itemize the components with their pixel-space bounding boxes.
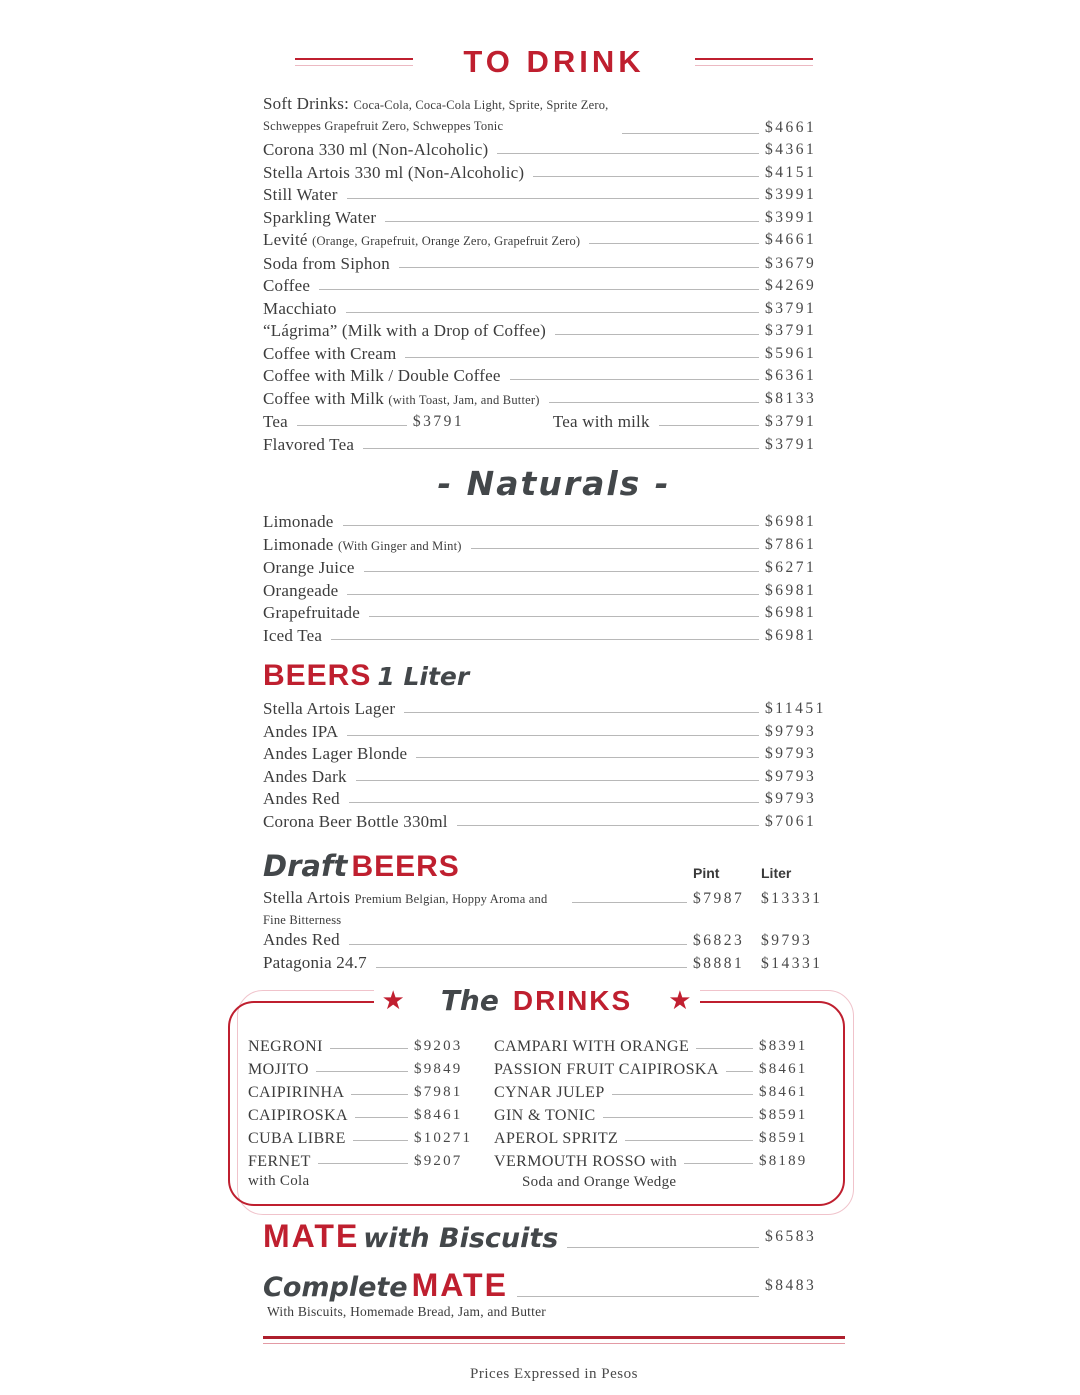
- item-price: $8461: [414, 1107, 463, 1123]
- item-sub: (With Ginger and Mint): [337, 538, 462, 553]
- leader-line: [319, 275, 759, 290]
- section-to-drink: [263, 92, 845, 456]
- item-label: Flavored Tea: [263, 434, 355, 454]
- item-price: $3791: [765, 435, 817, 453]
- star-icon-left: ★: [381, 985, 405, 1015]
- item-price: $3991: [765, 208, 817, 226]
- item-label: FERNET: [248, 1153, 311, 1170]
- leader-line: [533, 162, 759, 177]
- item-price: $5961: [765, 344, 817, 362]
- item-label: Coffee: [263, 276, 311, 295]
- mate-with-biscuits-row: [263, 1218, 845, 1255]
- naturals-heading: - Naturals -: [437, 464, 671, 503]
- beers-heading-hand: 1 Liter: [377, 662, 470, 691]
- liter-price: $14331: [761, 954, 823, 972]
- item-sub: with: [650, 1154, 677, 1170]
- leader-line: [684, 1150, 753, 1164]
- leader-line: [347, 721, 759, 736]
- item-price: $4269: [765, 277, 817, 294]
- item-price: $4661: [765, 231, 817, 248]
- item-price: $6981: [765, 513, 817, 530]
- beers-heading-red: BEERS: [263, 659, 372, 692]
- item-label: Coffee with Milk (with Toast, Jam, and Butter): [263, 388, 540, 408]
- complete-mate-description: With Biscuits, Homemade Bread, Jam, and Butter: [267, 1304, 546, 1319]
- item-price: $6981: [765, 626, 817, 644]
- item-label: Corona 330 ml (Non-Alcoholic): [263, 140, 489, 159]
- draft-item-row: [263, 953, 845, 976]
- menu-item-row: [263, 207, 845, 230]
- leader-line: [659, 411, 759, 426]
- drinks-heading-red: DRINKS: [512, 984, 633, 1016]
- menu-item-row: [263, 557, 845, 580]
- item-label: Grapefruitade: [263, 603, 360, 622]
- menu-item-row: [263, 229, 845, 253]
- leader-line: [330, 1035, 408, 1049]
- item-label: CUBA LIBRE: [248, 1130, 346, 1147]
- drink-item-row: [248, 1081, 484, 1104]
- drinks-box-title: [374, 984, 700, 1017]
- item-label: Sparkling Water: [263, 207, 377, 227]
- leader-line: [399, 253, 759, 268]
- item-label: CAIPIRINHA: [248, 1084, 345, 1101]
- drinks-box-border: [228, 984, 845, 1206]
- leader-line: [363, 434, 759, 449]
- item-sub: Coca-Cola, Coca-Cola Light, Sprite, Sprite Zero, Schweppes Grapefruit Zero, Schweppes Tonic: [263, 98, 609, 133]
- leader-line: [376, 953, 687, 968]
- leader-line: [347, 184, 759, 199]
- drink-item-row: [494, 1150, 829, 1190]
- item-label: Soft Drinks: Coca-Cola, Coca-Cola Light, Sprite, Sprite Zero, Schweppes Grapefruit Zero, Schweppes Tonic: [263, 94, 609, 133]
- bottom-rule: [263, 1336, 845, 1344]
- item-price: $9793: [765, 767, 817, 785]
- menu-item-row: [263, 580, 845, 603]
- menu-item-row: [263, 388, 845, 412]
- item-price: $8591: [759, 1107, 808, 1123]
- item-price: $4661: [765, 118, 817, 136]
- item-price: $4151: [765, 163, 817, 181]
- pint-price: $6823: [693, 932, 745, 949]
- item-price: $3791: [765, 299, 817, 317]
- item-price: $3791: [412, 413, 465, 430]
- leader-line: [318, 1150, 408, 1164]
- menu-item-row: [263, 534, 845, 558]
- pint-price: $8881: [693, 954, 745, 972]
- item-price: $8133: [765, 389, 817, 407]
- item-label: Limonade: [263, 512, 334, 531]
- leader-line: [416, 743, 759, 758]
- leader-line: [572, 888, 687, 903]
- item-label: CAMPARI WITH ORANGE: [494, 1038, 690, 1055]
- mate-label-hand: Complete: [263, 1272, 408, 1303]
- leader-line: [404, 698, 759, 713]
- leader-line: [331, 625, 759, 640]
- decorative-lines-left: [295, 58, 413, 66]
- item-label: APEROL SPRITZ: [494, 1130, 619, 1147]
- item-label-line2: with Cola: [248, 1173, 310, 1189]
- drinks-box: [228, 984, 845, 1206]
- item-price: $7061: [765, 812, 817, 830]
- item-price: $9793: [765, 745, 817, 762]
- item-price: $9849: [414, 1061, 463, 1077]
- item-label: Tea: [263, 412, 288, 431]
- item-label: Still Water: [263, 185, 338, 204]
- item-sub: (Orange, Grapefruit, Orange Zero, Grapefruit Zero): [312, 234, 581, 248]
- item-price: $8189: [759, 1153, 808, 1169]
- item-label: Coffee with Milk / Double Coffee: [263, 366, 501, 385]
- leader-line: [555, 320, 759, 335]
- item-price: $10271: [414, 1130, 473, 1146]
- column-header-pint: Pint: [693, 865, 720, 881]
- menu-item-row: [263, 511, 845, 534]
- drink-item-row: [494, 1104, 829, 1127]
- menu-item-row: [263, 766, 845, 789]
- item-price: $8461: [759, 1061, 808, 1077]
- drink-item-row: [494, 1127, 829, 1150]
- item-label: Stella Artois Premium Belgian, Hoppy Aroma and Fine Bitterness: [263, 888, 548, 927]
- draft-item-row: [263, 930, 845, 953]
- item-label: Iced Tea: [263, 625, 323, 645]
- item-label: Patagonia 24.7: [263, 952, 367, 972]
- item-label: Orange Juice: [263, 558, 355, 577]
- leader-line: [510, 365, 759, 380]
- menu-item-row: [263, 298, 845, 321]
- item-label: MOJITO: [248, 1061, 309, 1078]
- item-price: $3791: [765, 322, 817, 339]
- item-price: $4361: [765, 141, 817, 158]
- item-price: $9203: [414, 1038, 463, 1054]
- leader-line: [567, 1226, 759, 1248]
- star-icon-right: ★: [668, 985, 692, 1015]
- leader-line: [471, 534, 759, 549]
- section-naturals: [263, 511, 845, 647]
- page-title: TO DRINK: [463, 44, 645, 79]
- mate-label-red: MATE: [411, 1267, 508, 1303]
- leader-line: [349, 930, 687, 945]
- item-label: Stella Artois Lager: [263, 699, 396, 718]
- item-label: Levité (Orange, Grapefruit, Orange Zero, Grapefruit Zero): [263, 230, 581, 249]
- menu-page: [248, 0, 845, 1383]
- leader-line: [497, 139, 759, 154]
- item-sub: (with Toast, Jam, and Butter): [388, 392, 540, 407]
- leader-line: [603, 1104, 753, 1118]
- item-price: $7981: [414, 1084, 463, 1100]
- menu-item-row: [263, 320, 845, 343]
- item-label: VERMOUTH ROSSO with: [494, 1153, 677, 1170]
- menu-item-row: [263, 811, 845, 834]
- item-price: $8391: [759, 1038, 808, 1054]
- drink-item-row: [494, 1035, 829, 1058]
- menu-item-row: [263, 92, 845, 139]
- menu-item-row: [263, 184, 845, 207]
- item-price: $6361: [765, 367, 817, 384]
- leader-line: [612, 1081, 753, 1095]
- leader-line: [622, 133, 759, 134]
- leader-line: [696, 1035, 753, 1049]
- item-label: Coffee with Cream: [263, 343, 397, 363]
- item-price: $9793: [765, 722, 817, 740]
- drink-item-row: [494, 1058, 829, 1081]
- drink-item-row: [248, 1035, 484, 1058]
- item-price: $3791: [765, 413, 817, 430]
- menu-item-row: [263, 365, 845, 388]
- menu-item-row: [263, 698, 845, 721]
- leader-line: [343, 511, 759, 526]
- leader-line: [364, 557, 759, 572]
- leader-line: [589, 229, 759, 244]
- item-price: $6271: [765, 559, 817, 576]
- drinks-heading-hand: The: [440, 984, 499, 1017]
- leader-line: [316, 1058, 408, 1072]
- item-label: Andes Lager Blonde: [263, 744, 408, 763]
- section-mate: [263, 1218, 845, 1320]
- item-price: $6981: [765, 581, 817, 599]
- item-price: $11451: [765, 700, 826, 717]
- item-price: $8483: [765, 1276, 817, 1294]
- drink-item-row: [248, 1127, 484, 1150]
- item-label: Andes Red: [263, 789, 340, 808]
- menu-item-row: [263, 743, 845, 766]
- leader-line: [297, 411, 407, 426]
- item-label: CAIPIROSKA: [248, 1107, 349, 1124]
- leader-line: [457, 811, 759, 826]
- column-header-liter: Liter: [761, 865, 792, 881]
- item-label: Soda from Siphon: [263, 253, 390, 273]
- draft-heading-red: BEERS: [351, 850, 460, 883]
- menu-item-row: [263, 162, 845, 185]
- section-draft-beers: [263, 888, 845, 975]
- liter-price: $9793: [761, 932, 813, 949]
- menu-item-row: [263, 625, 845, 648]
- item-label: PASSION FRUIT CAIPIROSKA: [494, 1061, 719, 1078]
- menu-item-row: [263, 253, 845, 276]
- item-label: Orangeade: [263, 580, 339, 600]
- leader-line: [346, 298, 759, 313]
- item-label: GIN & TONIC: [494, 1107, 596, 1124]
- leader-line: [405, 343, 759, 358]
- drink-item-row: [248, 1150, 484, 1189]
- leader-line: [625, 1127, 753, 1141]
- section-beers: [263, 698, 845, 833]
- leader-line: [549, 388, 759, 403]
- item-price: $9207: [414, 1153, 463, 1169]
- item-price: $3679: [765, 254, 817, 272]
- menu-item-row: [263, 139, 845, 162]
- item-label: NEGRONI: [248, 1038, 323, 1055]
- menu-item-row: [263, 275, 845, 298]
- item-price: $3991: [765, 186, 817, 203]
- drink-item-row: [248, 1058, 484, 1081]
- draft-beers-heading: [263, 849, 845, 884]
- item-label: Limonade (With Ginger and Mint): [263, 534, 462, 554]
- decorative-lines-right: [695, 58, 813, 66]
- draft-item-row: [263, 888, 845, 930]
- item-price: $6981: [765, 604, 817, 621]
- item-label: Corona Beer Bottle 330ml: [263, 811, 448, 831]
- item-price: $9793: [765, 790, 817, 807]
- item-label: Macchiato: [263, 298, 337, 318]
- item-price: $6583: [765, 1227, 817, 1245]
- leader-line: [726, 1058, 753, 1072]
- leader-line: [347, 580, 759, 595]
- beers-heading: [263, 659, 845, 693]
- leader-line: [353, 1127, 408, 1141]
- menu-item-row: [263, 721, 845, 744]
- item-label: “Lágrima” (Milk with a Drop of Coffee): [263, 321, 546, 340]
- menu-item-row: [263, 434, 845, 457]
- menu-header: [263, 44, 845, 80]
- item-label: Andes IPA: [263, 721, 339, 741]
- item-label: Andes Dark: [263, 766, 347, 786]
- leader-line: [351, 1081, 408, 1095]
- item-label: Stella Artois 330 ml (Non-Alcoholic): [263, 162, 525, 182]
- menu-item-row: [263, 343, 845, 366]
- leader-line: [349, 788, 759, 803]
- item-price: $8591: [759, 1130, 808, 1146]
- item-label: Tea with milk: [552, 412, 650, 431]
- item-price: $8461: [759, 1084, 808, 1100]
- leader-line: [355, 1104, 408, 1118]
- menu-item-row: [263, 411, 845, 434]
- menu-item-row: [263, 788, 845, 811]
- drink-item-row: [494, 1081, 829, 1104]
- leader-line: [356, 766, 759, 781]
- leader-line: [369, 602, 759, 617]
- complete-mate-row: [263, 1267, 845, 1304]
- item-label: Andes Red: [263, 930, 340, 949]
- item-label: CYNAR JULEP: [494, 1084, 605, 1101]
- mate-label-red: MATE: [263, 1218, 360, 1254]
- draft-heading-hand: Draft: [263, 849, 348, 883]
- mate-label-hand: with Biscuits: [363, 1223, 559, 1254]
- pint-price: $7987: [693, 890, 745, 907]
- menu-item-row: [263, 602, 845, 625]
- footer-note: Prices Expressed in Pesos: [470, 1366, 638, 1382]
- item-sub: Premium Belgian, Hoppy Aroma and Fine Bitterness: [263, 892, 548, 927]
- leader-line: [385, 207, 759, 222]
- item-price: $7861: [765, 535, 817, 553]
- drink-item-row: [248, 1104, 484, 1127]
- leader-line: [517, 1275, 759, 1297]
- liter-price: $13331: [761, 890, 823, 907]
- item-label-line2: Soda and Orange Wedge: [522, 1174, 677, 1190]
